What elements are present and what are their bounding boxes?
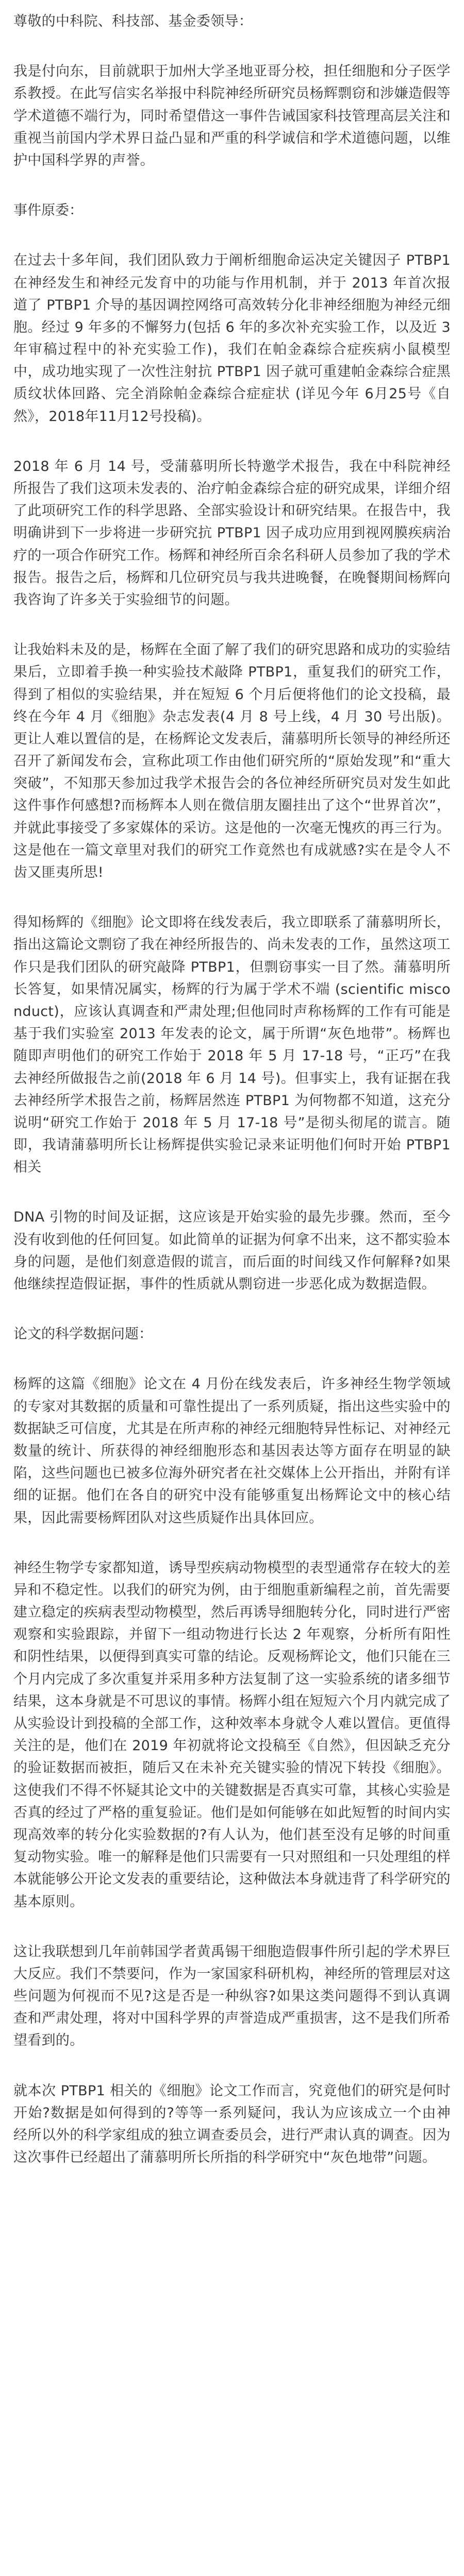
letter-paragraph: 我是付向东，目前就职于加州大学圣地亚哥分校，担任细胞和分子医学系教授。在此写信实名举报中科院神经所研究员杨辉剽窃和涉嫌造假等学术道德不端行为，同时希望借这一事件告诫国家科技管理高层关注和重视当前国内学术界日益凸显和严重的科学诚信和学术道德问题，以维护中国科学界的声誉。 xyxy=(13,63,451,168)
letter-paragraph: 2018 年 6 月 14 号，受蒲慕明所长特邀学术报告，我在中科院神经所报告了我们这项未发表的、治疗帕金森综合症的研究成果，详细介绍了此项研究工作的科学思路、全部实验设计和研究结果。在报告中，我明确讲到下一步将进一步研究抗 PTBP1 因子成功应用到视网膜疾病治疗的一项合作研究工作。杨辉和神经所百余名科研人员参加了我的学术报告。报告之后，杨辉和几位研究员与我共进晚餐，在晚餐期间杨辉向我咨询了许多关于实验细节的问题。 xyxy=(13,458,451,608)
letter-paragraph: 在过去十多年间，我们团队致力于阐析细胞命运决定关键因子 PTBP1 在神经发生和神经元发育中的功能与作用机制，并于 2013 年首次报道了 PTBP1 介导的基因调控网络可高效转分化非神经细胞为神经元细胞。经过 9 年多的不懈努力(包括 6 年的多次补充实验工作，以及近 3 年审稿过程中的补充实验工作)，我们在帕金森综合症疾病小鼠模型中，成功地实现了一次性注射抗 PTBP1 因子就可重建帕金森综合症黑质纹状体回路、完全消除帕金森综合症症状 (详见今年 6月25号《自然》，2018年11月12号投稿)。 xyxy=(13,252,455,425)
letter-paragraph: DNA 引物的时间及证据，这应该是开始实验的最先步骤。然而，至今没有收到他的任何回复。如此简单的证据为何拿不出来，这不都实验本身的问题，是他们刻意造假的谎言，而后面的时间线又作何解释?如果他继续捏造假证据，事件的性质就从剽窃进一步恶化成为数据造假。 xyxy=(13,1209,451,1292)
letter-paragraph: 得知杨辉的《细胞》论文即将在线发表后，我立即联系了蒲慕明所长，指出这篇论文剽窃了我在神经所报告的、尚未发表的工作，虽然这项工作只是我们团队的研究敲降 PTBP1，但剽窃事实一目了然。蒲慕明所长答复，如果情况属实，杨辉的行为属于学术不端 (scientific misconduct)，应该认真调查和严肃处理;但他同时声称杨辉的工作有可能是基于我们实验室 2013 年发表的论文，属于所谓“灰色地带”。杨辉也随即声明他们的研究工作始于 2018 年 5 月 17-18 号，“正巧”在我去神经所做报告之前(2018 年 6 月 14 号)。但事实上，我有证据在我去神经所学术报告之前，杨辉居然连 PTBP1 为何物都不知道，这充分说明“研究工作始于 2018 年 5 月 17-18 号”是彻头彻尾的谎言。随即，我请蒲慕明所长让杨辉提供实验记录来证明他们何时开始 PTBP1 相关 xyxy=(13,914,455,1176)
section-heading-data-issues: 论文的科学数据问题： xyxy=(13,1326,153,1343)
letter-paragraph: 这让我联想到几年前韩国学者黄禹锡干细胞造假事件所引起的学术界巨大反应。我们不禁要问，作为一家国家科研机构，神经所的管理层对这些问题为何视而不见?这是否是一种纵容?如果这类问题得不到认真调查和严肃处理，将对中国科学界的声誉造成严重损害，这不是我们所希望看到的。 xyxy=(13,1943,451,2049)
letter-paragraph: 杨辉的这篇《细胞》论文在 4 月份在线发表后，许多神经生物学领域的专家对其数据的质量和可靠性提出了一系列质疑，指出这些实验中的数据缺乏可信度，尤其是在所声称的神经元细胞特异性标记、对神经元数量的统计、所获得的神经细胞形态和基因表达等方面存在明显的缺陷，这些问题也已被多位海外研究者在社交媒体上公开指出，并附有详细的证据。他们在各自的研究中没有能够重复出杨辉论文中的核心结果，因此需要杨辉团队对这些质疑作出具体回应。 xyxy=(13,1376,451,1526)
letter-paragraph: 让我始料未及的是，杨辉在全面了解了我们的研究思路和成功的实验结果后，立即着手换一种实验技术敲降 PTBP1，重复我们的研究工作，得到了相似的实验结果，并在短短 6 个月后便将他们的论文投稿，最终在今年 4 月《细胞》杂志发表(4 月 8 号上线，4 月 30 号出版)。更让人难以置信的是，在杨辉论文发表后，蒲慕明所长领导的神经所还召开了新闻发布会，宣称此项工作由他们研究所的“原始发现”和“重大突破”，不知那天参加过我学术报告会的各位神经所研究员对发生如此这件事作何感想?而杨辉本人则在微信朋友圈挂出了这个“世界首次”，并就此事接受了多家媒体的采访。这是他的一次毫无愧疚的再三行为。这是他在一篇文章里对我们的研究工作竟然也有成就感?实在是令人不齿又匪夷所思! xyxy=(13,642,451,880)
letter-paragraph: 就本次 PTBP1 相关的《细胞》论文工作而言，究竟他们的研究是何时开始?数据是如何得到的?等等一系列疑问，我认为应该成立一个由神经所以外的科学家组成的独立调查委员会，进行严肃认真的调查。因为这次事件已经超出了蒲慕明所长所指的科学研究中“灰色地带”问题。 xyxy=(13,2082,451,2166)
letter-greeting: 尊敬的中科院、科技部、基金委领导： xyxy=(13,13,253,29)
section-heading-incident: 事件原委： xyxy=(13,202,83,219)
letter-paragraph: 神经生物学专家都知道，诱导型疾病动物模型的表型通常存在较大的差异和不稳定性。以我们的研究为例，由于细胞重新编程之前，首先需要建立稳定的疾病表型动物模型，然后再诱导细胞转分化，同时进行严密观察和实验跟踪，并留下一组动物进行长达 2 年观察，分析所有阳性和阴性结果，以便得到真实可靠的结论。反观杨辉论文，他们只能在三个月内完成了多次重复并采用多种方法复制了这一实验系统的诸多细节结果，这本身就是不可思议的事情。杨辉小组在短短六个月内就完成了从实验设计到投稿的全部工作，这种效率本身就令人难以置信。更值得关注的是，他们在 2019 年初就将论文投稿至《自然》，但因缺乏充分的验证数据而被拒，随后又在未补充关键实验的情况下转投《细胞》。这使我们不得不怀疑其论文中的关键数据是否真实可靠，其核心实验是否真的经过了严格的重复验证。他们是如何能够在如此短暂的时间内实现高效率的转分化实验数据的?有人认为，他们甚至没有足够的时间重复动物实验。唯一的解释是他们只需要有一只对照组和一只处理组的样本就能够公开论文发表的重要结论，这种做法本身就违背了科学研究的基本原则。 xyxy=(13,1560,451,1910)
